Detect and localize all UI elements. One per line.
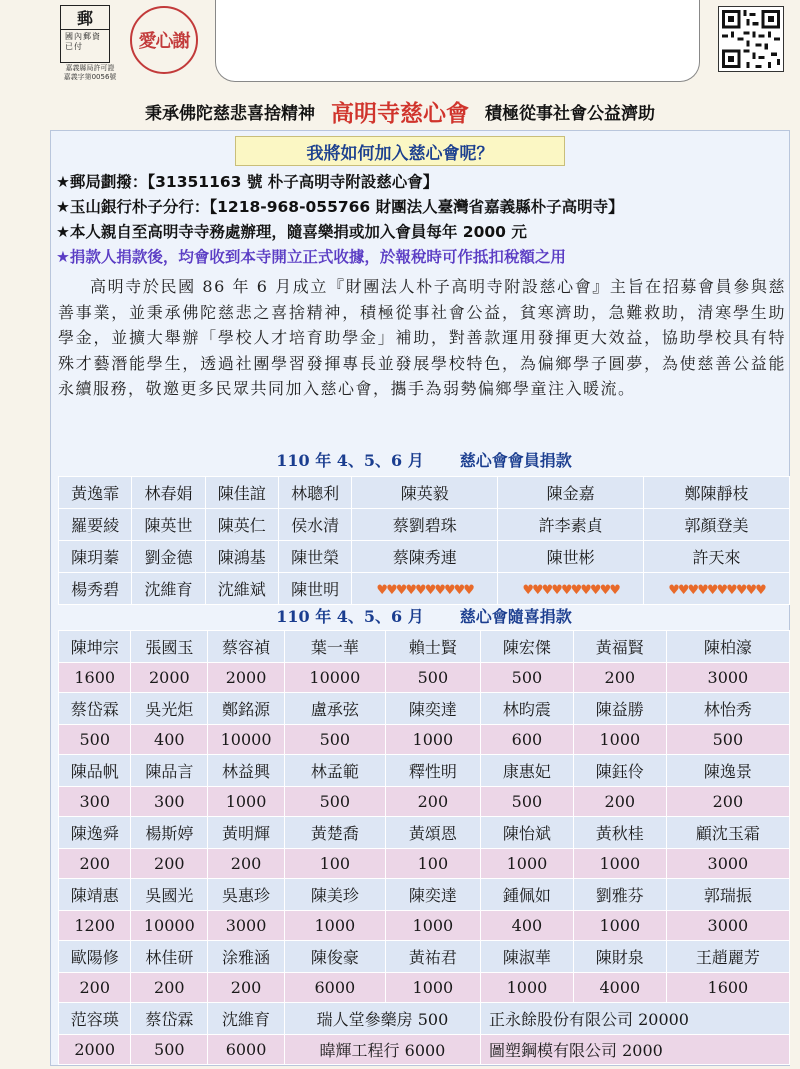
member-name: 陳世彬 [498, 541, 644, 573]
donation-amount: 2000 [59, 1035, 131, 1065]
donation-amount: 200 [573, 787, 666, 817]
donation-amount: 3000 [666, 849, 789, 879]
stamp-char: 已 [65, 42, 74, 51]
slogan-left: 秉承佛陀慈悲喜捨精神 [145, 103, 315, 124]
donor-amount-row [59, 725, 790, 755]
donation-amount: 500 [666, 725, 789, 755]
donation-amount: 3000 [666, 663, 789, 693]
donation-amount: 6000 [208, 1035, 285, 1065]
company-donation: 正永餘股份有限公司 20000 [481, 1003, 790, 1035]
donation-amount: 1600 [666, 973, 789, 1003]
donor-name: 黃秋桂 [573, 817, 666, 849]
hearts-decoration: ♥♥♥♥♥♥♥♥♥♥ [644, 573, 790, 605]
donor-name: 陳怡斌 [481, 817, 574, 849]
donation-amount: 200 [131, 973, 208, 1003]
join-receipt-note: ★捐款人捐款後，均會收到本寺開立正式收據，於報稅時可作抵扣稅額之用 [56, 248, 566, 266]
donation-amount: 2000 [131, 663, 208, 693]
donation-amount: 3000 [666, 911, 789, 941]
member-name: 許天來 [644, 541, 790, 573]
intro-text: 高明寺於民國 86 年 6 月成立『財團法人朴子高明寺附設慈心會』主旨在招募會員參與慈善事業，並秉承佛陀慈悲之喜捨精神，積極從事社會公益，貧寒濟助，急難救助，清寒學生助學金，並擴大舉辦「學校人才培育助學金」補助，對善款運用發揮更大效益，協助學校具有特殊才藝潛能學生，透過社團學習發揮專長並發展學校特色，為偏鄉學子圓夢，為使慈善公益能永續服務，敬邀更多民眾共同加入慈心會，攜手為弱勢偏鄉學童注入暖流。 [58, 277, 786, 398]
donor-name: 康惠妃 [481, 755, 574, 787]
donation-amount: 500 [385, 663, 480, 693]
donor-amount-row [59, 973, 790, 1003]
donor-name: 陳鈺伶 [573, 755, 666, 787]
donor-name: 范容瑛 [59, 1003, 131, 1035]
donor-name: 陳宏傑 [481, 631, 574, 663]
member-row [59, 573, 790, 605]
donation-amount: 1200 [59, 911, 131, 941]
donation-amount: 500 [481, 787, 574, 817]
member-name: 鄭陳靜枝 [644, 477, 790, 509]
donation-amount: 500 [59, 725, 131, 755]
association-title: 高明寺慈心會 [331, 100, 469, 127]
members-period: 110 年 4、5、6 月 [276, 450, 424, 470]
member-name: 楊秀碧 [59, 573, 132, 605]
donation-amount: 200 [208, 973, 285, 1003]
donor-amount-row [59, 1035, 790, 1065]
members-table [58, 476, 790, 605]
donor-name: 蔡容禎 [208, 631, 285, 663]
member-row [59, 541, 790, 573]
member-name: 陳佳誼 [205, 477, 278, 509]
member-row [59, 477, 790, 509]
member-name: 林春娟 [132, 477, 205, 509]
member-name: 劉金德 [132, 541, 205, 573]
donor-name: 劉雅芬 [573, 879, 666, 911]
donor-name: 陳奕達 [385, 693, 480, 725]
donations-table [58, 630, 790, 1065]
member-name: 許李素貞 [498, 509, 644, 541]
donor-name: 黃福賢 [573, 631, 666, 663]
stamp-char: 付 [74, 42, 83, 51]
donor-name: 楊斯婷 [131, 817, 208, 849]
donation-amount: 500 [131, 1035, 208, 1065]
love-seal-logo: 愛心謝 [130, 6, 198, 74]
donor-name: 陳俊豪 [284, 941, 385, 973]
donation-amount: 1000 [573, 849, 666, 879]
stamp-permit-line: 嘉義縣局許可證 [65, 64, 115, 72]
donation-amount: 200 [59, 973, 131, 1003]
donor-name: 王趙麗芳 [666, 941, 789, 973]
donor-name: 黃祐君 [385, 941, 480, 973]
member-name: 黃逸霏 [59, 477, 132, 509]
join-heading: 我將如何加入慈心會呢？ [235, 136, 565, 166]
member-row [59, 509, 790, 541]
donation-amount: 500 [481, 663, 574, 693]
donation-amount: 4000 [573, 973, 666, 1003]
members-label: 慈心會會員捐款 [459, 450, 572, 470]
donor-name: 陳柏濠 [666, 631, 789, 663]
stamp-char: 國 [65, 32, 74, 41]
donation-amount: 1000 [284, 911, 385, 941]
donation-amount: 200 [666, 787, 789, 817]
donor-name: 顧沈玉霜 [666, 817, 789, 849]
donation-amount: 500 [284, 725, 385, 755]
donor-name: 黃楚喬 [284, 817, 385, 849]
stamp-char: 郵 [83, 32, 92, 41]
donor-name: 陳品言 [131, 755, 208, 787]
donor-name: 林佳研 [131, 941, 208, 973]
donor-name: 吳惠珍 [208, 879, 285, 911]
donor-name: 蔡岱霖 [59, 693, 131, 725]
donor-name: 黃頌恩 [385, 817, 480, 849]
donation-amount: 1000 [208, 787, 285, 817]
donor-name-row [59, 631, 790, 663]
donor-amount-row [59, 911, 790, 941]
donation-amount: 600 [481, 725, 574, 755]
member-name: 郭顏登美 [644, 509, 790, 541]
hearts-decoration: ♥♥♥♥♥♥♥♥♥♥ [352, 573, 498, 605]
hearts-decoration: ♥♥♥♥♥♥♥♥♥♥ [498, 573, 644, 605]
donation-amount: 500 [284, 787, 385, 817]
envelope-header [0, 0, 800, 92]
member-name: 羅要綾 [59, 509, 132, 541]
donor-name: 鍾佩如 [481, 879, 574, 911]
member-name: 陳英仁 [205, 509, 278, 541]
donor-name: 陳奕達 [385, 879, 480, 911]
donation-amount: 1000 [385, 911, 480, 941]
donation-amount: 300 [59, 787, 131, 817]
donor-amount-row [59, 849, 790, 879]
donor-name: 吳國光 [131, 879, 208, 911]
donation-amount: 1000 [481, 849, 574, 879]
donor-name-row [59, 879, 790, 911]
donations-period: 110 年 4、5、6 月 [276, 606, 424, 626]
donor-name: 盧承弦 [284, 693, 385, 725]
stamp-emblem: 郵 [61, 6, 109, 30]
donor-name-row [59, 1003, 790, 1035]
donor-name: 陳益勝 [573, 693, 666, 725]
donor-name: 林怡秀 [666, 693, 789, 725]
donor-name-row [59, 941, 790, 973]
stamp-text [61, 30, 109, 54]
donor-name-row [59, 693, 790, 725]
donor-name: 吳光炬 [131, 693, 208, 725]
stamp-char: 資 [92, 32, 101, 41]
donation-amount: 200 [208, 849, 285, 879]
donor-name: 陳品帆 [59, 755, 131, 787]
intro-paragraph [58, 274, 786, 402]
donation-amount: 10000 [284, 663, 385, 693]
donation-amount: 2000 [208, 663, 285, 693]
stamp-permit-line: 嘉義字第0056號 [63, 73, 117, 81]
donor-name: 郭瑞振 [666, 879, 789, 911]
member-name: 沈維斌 [205, 573, 278, 605]
donation-amount: 1600 [59, 663, 131, 693]
donor-name: 涂雅涵 [208, 941, 285, 973]
donation-amount: 400 [131, 725, 208, 755]
donor-name: 沈維育 [208, 1003, 285, 1035]
donation-amount: 200 [385, 787, 480, 817]
donor-name: 張國玉 [131, 631, 208, 663]
slogan-right: 積極從事社會公益濟助 [485, 103, 655, 124]
donor-amount-row [59, 663, 790, 693]
members-section-title [58, 446, 790, 472]
member-name: 陳英毅 [352, 477, 498, 509]
donor-name: 黃明輝 [208, 817, 285, 849]
donor-name: 歐陽修 [59, 941, 131, 973]
donation-amount: 1000 [573, 725, 666, 755]
donor-name: 陳美珍 [284, 879, 385, 911]
company-donation: 瑞人堂參藥房 500 [284, 1003, 480, 1035]
donation-amount: 6000 [284, 973, 385, 1003]
member-name: 陳英世 [132, 509, 205, 541]
donor-name: 釋性明 [385, 755, 480, 787]
member-name: 陳玥蓁 [59, 541, 132, 573]
donation-amount: 200 [573, 663, 666, 693]
donor-name: 陳財泉 [573, 941, 666, 973]
donor-name: 林益興 [208, 755, 285, 787]
member-name: 陳世明 [278, 573, 351, 605]
company-donation: 圖塑鋼模有限公司 2000 [481, 1035, 790, 1065]
join-postal-transfer: ★郵局劃撥：【31351163 號 朴子高明寺附設慈心會】 [56, 173, 439, 191]
slogan-banner [0, 94, 800, 128]
address-window [215, 0, 700, 82]
donation-amount: 100 [385, 849, 480, 879]
donation-amount: 1000 [385, 973, 480, 1003]
member-name: 陳金嘉 [498, 477, 644, 509]
member-name: 陳世榮 [278, 541, 351, 573]
donation-amount: 300 [131, 787, 208, 817]
member-name: 侯水清 [278, 509, 351, 541]
donations-section-title [58, 602, 790, 628]
company-donation: 暐輝工程行 6000 [284, 1035, 480, 1065]
donor-name: 葉一華 [284, 631, 385, 663]
qr-code-icon [718, 6, 784, 72]
donor-name: 陳逸景 [666, 755, 789, 787]
donor-name: 陳逸舜 [59, 817, 131, 849]
donor-name: 蔡岱霖 [131, 1003, 208, 1035]
donation-amount: 100 [284, 849, 385, 879]
donation-amount: 200 [131, 849, 208, 879]
postage-paid-stamp [60, 5, 110, 63]
donor-name-row [59, 817, 790, 849]
donor-name: 鄭銘源 [208, 693, 285, 725]
stamp-char: 內 [74, 32, 83, 41]
member-name: 陳鴻基 [205, 541, 278, 573]
donations-label: 慈心會隨喜捐款 [459, 606, 572, 626]
stamp-permit [55, 64, 125, 82]
donor-amount-row [59, 787, 790, 817]
donor-name-row [59, 755, 790, 787]
donation-amount: 10000 [131, 911, 208, 941]
donor-name: 陳靖惠 [59, 879, 131, 911]
donation-amount: 3000 [208, 911, 285, 941]
join-bank-account: ★玉山銀行朴子分行：【1218-968-055766 財團法人臺灣省嘉義縣朴子高明寺】 [56, 198, 624, 216]
donor-name: 林昀震 [481, 693, 574, 725]
donation-amount: 200 [59, 849, 131, 879]
member-name: 沈維育 [132, 573, 205, 605]
donor-name: 賴士賢 [385, 631, 480, 663]
member-name: 蔡陳秀連 [352, 541, 498, 573]
member-name: 蔡劉碧珠 [352, 509, 498, 541]
donation-amount: 1000 [481, 973, 574, 1003]
donor-name: 陳坤宗 [59, 631, 131, 663]
donation-amount: 10000 [208, 725, 285, 755]
donation-amount: 400 [481, 911, 574, 941]
donor-name: 林孟範 [284, 755, 385, 787]
donation-amount: 1000 [385, 725, 480, 755]
member-name: 林聰利 [278, 477, 351, 509]
donor-name: 陳淑華 [481, 941, 574, 973]
donation-amount: 1000 [573, 911, 666, 941]
join-in-person: ★本人親自至高明寺寺務處辦理，隨喜樂捐或加入會員每年 2000 元 [56, 223, 527, 241]
